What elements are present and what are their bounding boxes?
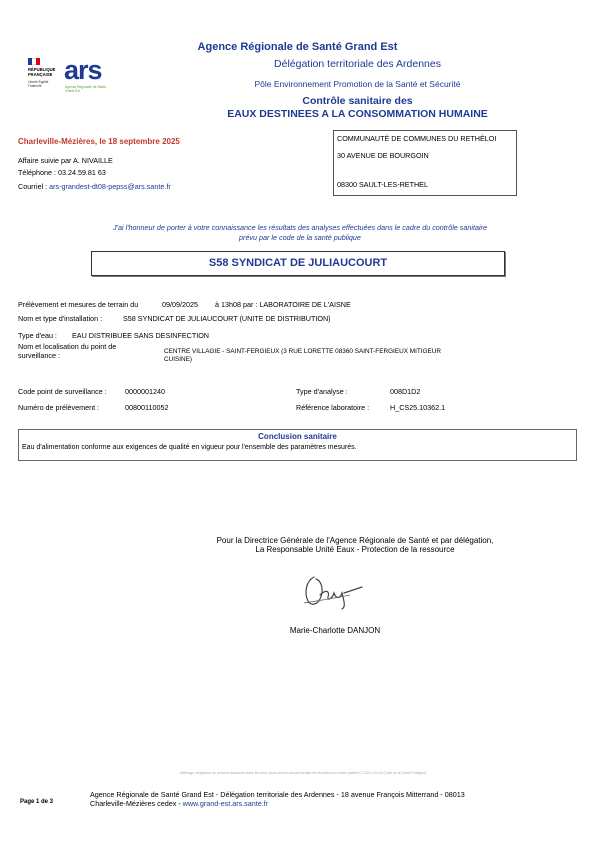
installation-value: S58 SYNDICAT DE JULIAUCOURT (UNITE DE DISTRIBUTION) (123, 314, 331, 323)
sampling-label: Prélèvement et mesures de terrain du (18, 300, 139, 309)
sampling-date: 09/09/2025 (162, 300, 198, 309)
footer-line-2: Charleville-Mézières cedex - www.grand-est.ars.sante.fr (90, 798, 269, 808)
agency-name: Agence Régionale de Santé Grand Est (197, 41, 398, 53)
republique-francaise-logo (28, 58, 62, 98)
conclusion-title: Conclusion sanitaire (258, 432, 337, 441)
recipient-line-2: 30 AVENUE DE BOURGOIN (337, 151, 429, 160)
lab-reference-label: Référence laboratoire : (296, 403, 370, 412)
water-title: EAUX DESTINEES A LA CONSOMMATION HUMAINE (227, 108, 488, 120)
control-title: Contrôle sanitaire des (302, 95, 413, 107)
display-notice: Affichage obligatoire du présent document dans les deux jours ouvrés suivant la date de réception en mairie (article D.1321-104 du Code de la Santé Publique) (179, 771, 427, 775)
ars-subtitle: Agence Régionale de Santé Grand Est (65, 85, 107, 93)
rf-motto: Liberté Égalité Fraternité (28, 80, 49, 88)
rf-name: RÉPUBLIQUE FRANÇAISE (28, 67, 56, 77)
email-label: Courriel : (18, 182, 50, 191)
code-point-value: 0000001240 (125, 387, 165, 396)
ars-wordmark: ars (64, 55, 102, 85)
ars-logo (64, 57, 114, 97)
recipient-line-3: 08300 SAULT-LES-RETHEL (337, 180, 428, 189)
pole-name: Pôle Environnement Promotion de la Santé et Sécurité (254, 79, 461, 89)
analysis-type-label: Type d'analyse : (296, 387, 348, 396)
water-type-value: EAU DISTRIBUEE SANS DESINFECTION (72, 331, 209, 340)
followed-by: Affaire suivie par A. NIVAILLE (18, 156, 113, 165)
sampling-time: à 13h08 par : LABORATOIRE DE L'AISNE (215, 300, 351, 309)
website-link[interactable]: www.grand-est.ars.sante.fr (182, 798, 269, 808)
code-point-label: Code point de surveillance : (18, 387, 107, 396)
analysis-type-value: 008D1D2 (390, 387, 421, 396)
french-flag-icon (28, 58, 40, 65)
email-line (18, 182, 171, 191)
intro-text: J'ai l'honneur de porter à votre connaissance les résultats des analyses effectuées dans le cadre du contrôle sanitaire prévu par le code de la santé publique (113, 223, 487, 242)
phone: Téléphone : 03.24.59.81 63 (18, 168, 106, 177)
installation-title-box (91, 251, 505, 276)
signer-name: Marie-Charlotte DANJON (289, 626, 381, 635)
footer-address (90, 791, 465, 808)
signature-delegation: Pour la Directrice Générale de l'Agence Régionale de Santé et par délégation, La Responsable Unité Eaux - Protection de la ressource (216, 536, 494, 554)
conclusion-box (18, 429, 577, 461)
sample-number-value: 00800110052 (125, 403, 169, 412)
sample-number-label: Numéro de prélèvement : (18, 403, 100, 412)
handwritten-signature-icon (300, 573, 364, 611)
installation-label: Nom et type d'installation : (18, 314, 103, 323)
letter-date: Charleville-Mézières, le 18 septembre 2025 (18, 137, 180, 146)
conclusion-text: Eau d'alimentation conforme aux exigences de qualité en vigueur pour l'ensemble des paramètres mesurés. (22, 444, 357, 451)
email-link[interactable]: ars-grandest-dt08-pepss@ars.sante.fr (49, 182, 171, 191)
recipient-address-box (333, 130, 517, 196)
lab-reference-value: H_CS25.10362.1 (390, 403, 446, 412)
surveillance-point-label: Nom et localisation du point de surveillance : (18, 342, 117, 360)
recipient-line-1: COMMUNAUTÉ DE COMMUNES DU RETHÉLOI (337, 134, 497, 143)
surveillance-point-value: CENTRE VILLAGIE - SAINT-FERGIEUX (3 RUE LORETTE 08360 SAINT-FERGIEUX MITIGEUR CUISINE) (164, 348, 441, 363)
delegation-name: Délégation territoriale des Ardennes (274, 58, 441, 70)
water-type-label: Type d'eau : (18, 331, 57, 340)
footer-line-1: Agence Régionale de Santé Grand Est - Délégation territoriale des Ardennes - 18 avenue François Mitterrand - 08013 (90, 790, 465, 799)
page-number: Page 1 de 3 (20, 799, 54, 805)
installation-title: S58 SYNDICAT DE JULIAUCOURT (208, 257, 388, 269)
